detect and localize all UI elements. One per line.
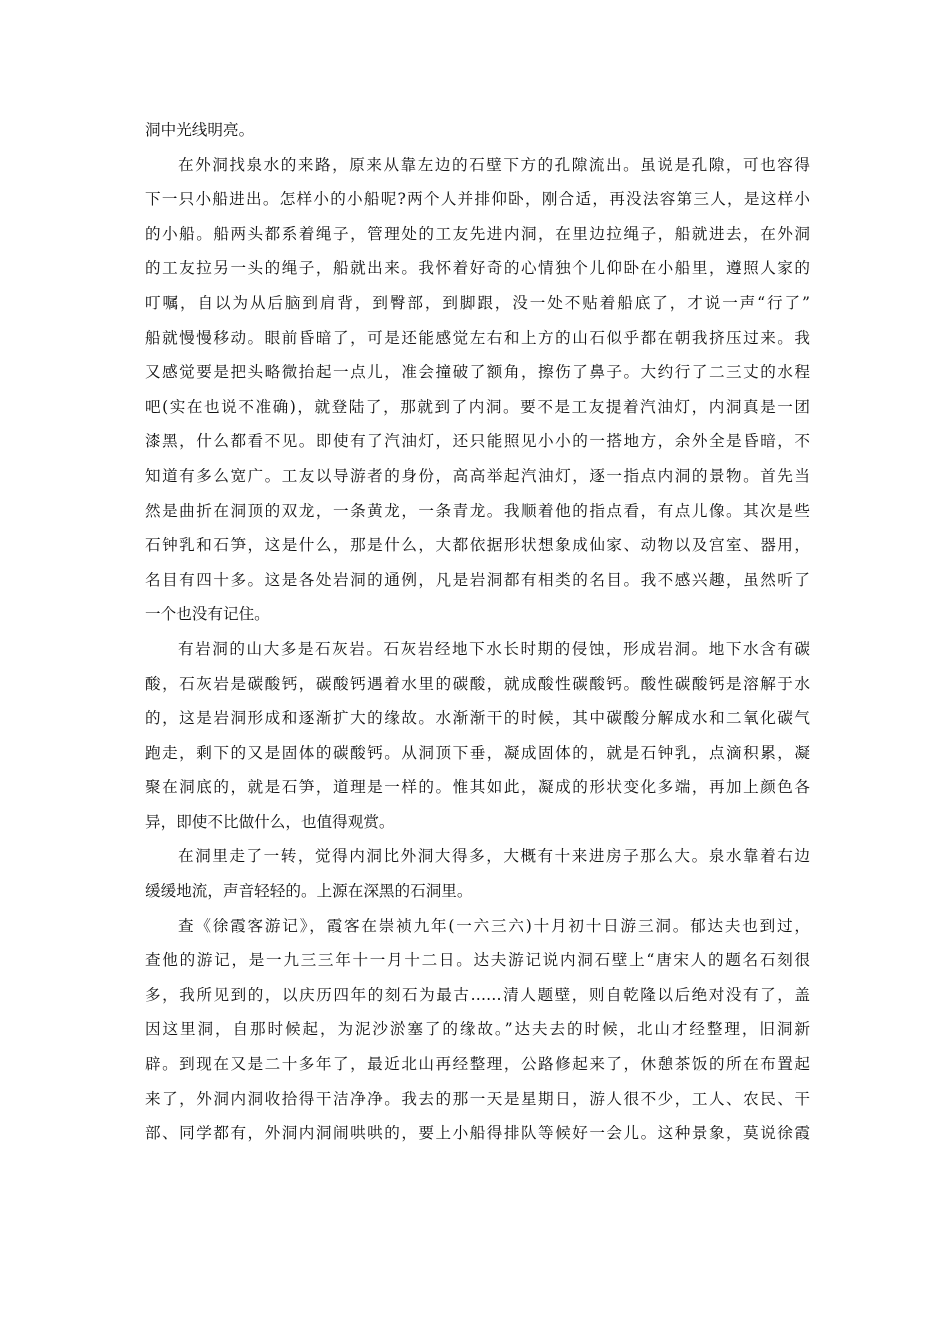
text-line: 一个也没有记住。 — [145, 605, 270, 624]
text-line: 辟。到现在又是二十多年了，最近北山再经整理，公路修起来了，休憩茶饭的所在布置起 — [145, 1055, 810, 1074]
text-line: 漆黑，什么都看不见。即使有了汽油灯，还只能照见小小的一搭地方，余外全是昏暗，不 — [145, 432, 810, 451]
text-line: 有岩洞的山大多是石灰岩。石灰岩经地下水长时期的侵蚀，形成岩洞。地下水含有碳 — [178, 639, 810, 658]
text-line: 又感觉要是把头略微抬起一点儿，准会撞破了额角，擦伤了鼻子。大约行了二三丈的水程 — [145, 363, 810, 382]
text-line: 部、同学都有，外洞内洞闹哄哄的，要上小船得排队等候好一会儿。这种景象，莫说徐霞 — [145, 1124, 810, 1143]
text-line: 的小船。船两头都系着绳子，管理处的工友先进内洞，在里边拉绳子，船就进去，在外洞 — [145, 224, 810, 243]
text-line: 吧(实在也说不准确)，就登陆了，那就到了内洞。要不是工友提着汽油灯，内洞真是一团 — [145, 397, 810, 416]
text-line: 聚在洞底的，就是石笋，道理是一样的。惟其如此，凝成的形状变化多端，再加上颜色各 — [145, 778, 810, 797]
text-line: 查他的游记，是一九三三年十一月十二日。达夫游记说内洞石壁上“唐宋人的题名石刻很 — [145, 951, 810, 970]
text-line: 酸，石灰岩是碳酸钙，碳酸钙遇着水里的碳酸，就成酸性碳酸钙。酸性碳酸钙是溶解于水 — [145, 674, 810, 693]
text-line: 查《徐霞客游记》，霞客在崇祯九年(一六三六)十月初十日游三洞。郁达夫也到过， — [178, 916, 810, 935]
text-line: 来了，外洞内洞收拾得干洁净净。我去的那一天是星期日，游人很不少，工人、农民、干 — [145, 1089, 810, 1108]
text-line: 在外洞找泉水的来路，原来从靠左边的石壁下方的孔隙流出。虽说是孔隙，可也容得 — [178, 155, 810, 174]
text-line: 跑走，剩下的又是固体的碳酸钙。从洞顶下垂，凝成固体的，就是石钟乳，点滴积累，凝 — [145, 743, 810, 762]
text-line: 名目有四十多。这是各处岩洞的通例，凡是岩洞都有相类的名目。我不感兴趣，虽然听了 — [145, 570, 810, 589]
text-line: 石钟乳和石笋，这是什么，那是什么，大都依据形状想象成仙家、动物以及宫室、器用， — [145, 536, 810, 555]
text-line: 然是曲折在洞顶的双龙，一条黄龙，一条青龙。我顺着他的指点看，有点儿像。其次是些 — [145, 501, 810, 520]
document-body — [145, 113, 810, 1151]
text-line: 的，这是岩洞形成和逐渐扩大的缘故。水渐渐干的时候，其中碳酸分解成水和二氧化碳气 — [145, 709, 810, 728]
text-line: 下一只小船进出。怎样小的小船呢?两个人并排仰卧，刚合适，再没法容第三人，是这样小 — [145, 190, 810, 209]
text-line: 知道有多么宽广。工友以导游者的身份，高高举起汽油灯，逐一指点内洞的景物。首先当 — [145, 466, 810, 485]
text-line: 在洞里走了一转，觉得内洞比外洞大得多，大概有十来进房子那么大。泉水靠着右边 — [178, 847, 810, 866]
text-line: 缓缓地流，声音轻轻的。上源在深黑的石洞里。 — [145, 882, 473, 901]
text-line: 的工友拉另一头的绳子，船就出来。我怀着好奇的心情独个儿仰卧在小船里，遵照人家的 — [145, 259, 810, 278]
text-line: 异，即使不比做什么，也值得观赏。 — [145, 812, 395, 831]
text-line: 洞中光线明亮。 — [145, 121, 255, 139]
text-line: 多，我所见到的，以庆历四年的刻石为最古……清人题壁，则自乾隆以后绝对没有了，盖 — [145, 985, 810, 1004]
text-line: 叮嘱，自以为从后脑到肩背，到臀部，到脚跟，没一处不贴着船底了，才说一声“行了” — [145, 293, 810, 312]
text-line: 船就慢慢移动。眼前昏暗了，可是还能感觉左右和上方的山石似乎都在朝我挤压过来。我 — [145, 328, 810, 347]
text-line: 因这里洞，自那时候起，为泥沙淤塞了的缘故。”达夫去的时候，北山才经整理，旧洞新 — [145, 1020, 810, 1039]
